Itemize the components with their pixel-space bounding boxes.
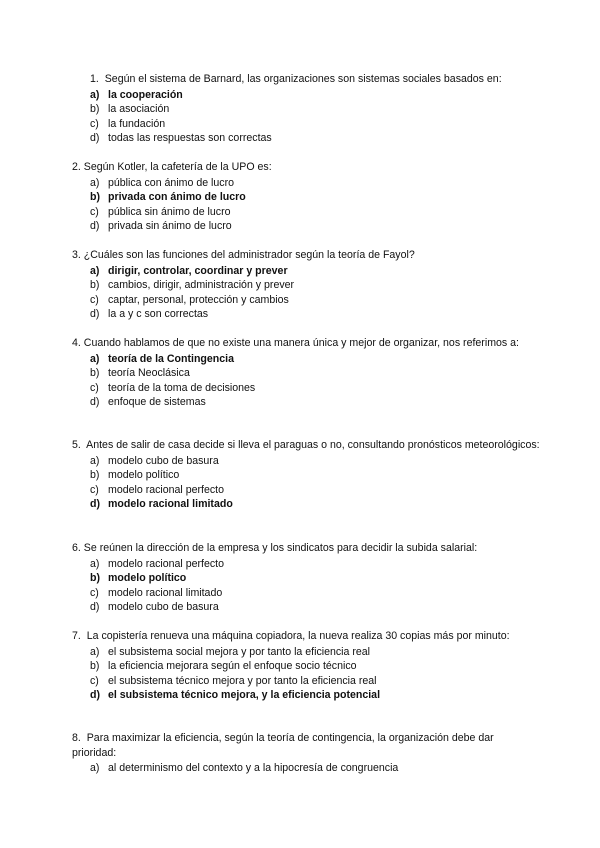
option-text: modelo político xyxy=(108,469,180,482)
option-b xyxy=(90,190,600,205)
option-text: privada con ánimo de lucro xyxy=(108,191,246,204)
options-list xyxy=(0,352,600,410)
option-a xyxy=(90,88,600,103)
option-text: al determinismo del contexto y a la hipocresía de congruencia xyxy=(108,762,399,775)
question-text: ¿Cuáles son las funciones del administrador según la teoría de Fayol? xyxy=(83,249,415,261)
question-number: 1. xyxy=(90,73,99,85)
option-text: dirigir, controlar, coordinar y prever xyxy=(108,264,288,277)
question-5 xyxy=(0,438,600,512)
question-number: 7. xyxy=(72,630,81,642)
options-list xyxy=(0,176,600,234)
options-list xyxy=(0,264,600,322)
option-text: enfoque de sistemas xyxy=(108,396,206,409)
option-letter: b) xyxy=(90,191,100,204)
question-7 xyxy=(0,629,600,703)
option-text: modelo racional limitado xyxy=(108,586,223,599)
option-text: pública con ánimo de lucro xyxy=(108,176,235,189)
question-number: 6. xyxy=(72,542,81,554)
option-letter: a) xyxy=(90,454,100,467)
option-text: teoría de la toma de decisiones xyxy=(108,381,256,394)
option-letter: c) xyxy=(90,293,99,306)
option-text: privada sin ánimo de lucro xyxy=(108,220,232,233)
option-letter: b) xyxy=(90,660,100,673)
question-stem xyxy=(0,438,600,453)
option-letter: d) xyxy=(90,396,100,409)
option-d xyxy=(90,688,600,703)
option-d xyxy=(90,131,600,146)
option-letter: a) xyxy=(90,264,100,277)
question-text: Para maximizar la eficiencia, según la teoría de contingencia, la organización debe dar prioridad: xyxy=(72,732,494,759)
option-letter: c) xyxy=(90,205,99,218)
question-number: 5. xyxy=(72,439,81,451)
option-letter: c) xyxy=(90,381,99,394)
option-c xyxy=(90,205,600,220)
option-a xyxy=(90,352,600,367)
question-number: 2. xyxy=(72,161,81,173)
question-stem xyxy=(0,541,600,556)
option-letter: c) xyxy=(90,674,99,687)
question-text: Cuando hablamos de que no existe una manera única y mejor de organizar, nos referimos a: xyxy=(83,337,519,349)
option-text: la cooperación xyxy=(108,88,183,101)
option-c xyxy=(90,483,600,498)
options-list xyxy=(0,88,600,146)
question-3 xyxy=(0,248,600,322)
option-letter: a) xyxy=(90,645,100,658)
option-text: teoría Neoclásica xyxy=(108,367,190,380)
option-letter: c) xyxy=(90,117,99,130)
question-2 xyxy=(0,160,600,234)
option-b xyxy=(90,659,600,674)
option-text: el subsistema técnico mejora, y la eficiencia potencial xyxy=(108,689,381,702)
option-b xyxy=(90,571,600,586)
question-number: 8. xyxy=(72,732,81,744)
option-d xyxy=(90,219,600,234)
option-letter: a) xyxy=(90,557,100,570)
option-text: la a y c son correctas xyxy=(108,308,209,321)
question-number: 4. xyxy=(72,337,81,349)
option-a xyxy=(90,557,600,572)
question-stem xyxy=(0,72,600,87)
option-c xyxy=(90,293,600,308)
question-number: 3. xyxy=(72,249,81,261)
option-letter: d) xyxy=(90,220,100,233)
option-letter: d) xyxy=(90,308,100,321)
option-d xyxy=(90,497,600,512)
option-b xyxy=(90,102,600,117)
option-letter: b) xyxy=(90,572,100,585)
option-b xyxy=(90,468,600,483)
option-c xyxy=(90,586,600,601)
option-letter: a) xyxy=(90,352,100,365)
options-list xyxy=(0,454,600,512)
option-letter: c) xyxy=(90,483,99,496)
option-text: pública sin ánimo de lucro xyxy=(108,205,231,218)
option-b xyxy=(90,366,600,381)
option-letter: a) xyxy=(90,762,100,775)
option-d xyxy=(90,307,600,322)
option-d xyxy=(90,395,600,410)
question-text: La copistería renueva una máquina copiadora, la nueva realiza 30 copias más por minuto: xyxy=(86,630,510,642)
option-letter: c) xyxy=(90,586,99,599)
options-list xyxy=(0,645,600,703)
option-text: el subsistema social mejora y por tanto la eficiencia real xyxy=(108,645,371,658)
option-text: todas las respuestas son correctas xyxy=(108,132,272,145)
question-4 xyxy=(0,336,600,410)
option-text: la eficiencia mejorara según el enfoque socio técnico xyxy=(108,660,357,673)
option-letter: b) xyxy=(90,367,100,380)
question-stem xyxy=(0,160,600,175)
option-text: captar, personal, protección y cambios xyxy=(108,293,289,306)
option-letter: d) xyxy=(90,689,100,702)
question-6 xyxy=(0,541,600,615)
option-letter: b) xyxy=(90,469,100,482)
question-stem xyxy=(0,731,600,760)
option-a xyxy=(90,264,600,279)
option-c xyxy=(90,381,600,396)
option-c xyxy=(90,117,600,132)
option-text: el subsistema técnico mejora y por tanto la eficiencia real xyxy=(108,674,377,687)
option-letter: a) xyxy=(90,176,100,189)
option-text: modelo cubo de basura xyxy=(108,601,219,614)
option-text: la asociación xyxy=(108,103,170,116)
option-letter: d) xyxy=(90,601,100,614)
option-c xyxy=(90,674,600,689)
question-text: Antes de salir de casa decide si lleva el paraguas o no, consultando pronósticos meteorológicos: xyxy=(86,439,540,451)
option-text: la fundación xyxy=(108,117,166,130)
option-letter: d) xyxy=(90,498,100,511)
option-text: modelo racional limitado xyxy=(108,498,233,511)
question-stem xyxy=(0,629,600,644)
options-list xyxy=(0,761,600,776)
option-text: modelo cubo de basura xyxy=(108,454,219,467)
option-text: modelo político xyxy=(108,572,187,585)
option-b xyxy=(90,278,600,293)
option-text: modelo racional perfecto xyxy=(108,557,225,570)
option-a xyxy=(90,645,600,660)
option-text: teoría de la Contingencia xyxy=(108,352,234,365)
question-text: Según Kotler, la cafetería de la UPO es: xyxy=(83,161,272,173)
question-8 xyxy=(0,731,600,776)
question-stem xyxy=(0,336,600,351)
option-a xyxy=(90,176,600,191)
option-letter: d) xyxy=(90,132,100,145)
option-d xyxy=(90,600,600,615)
option-letter: a) xyxy=(90,88,100,101)
question-1 xyxy=(0,72,600,146)
option-text: modelo racional perfecto xyxy=(108,483,225,496)
option-a xyxy=(90,454,600,469)
option-a xyxy=(90,761,600,776)
option-letter: b) xyxy=(90,103,100,116)
question-text: Se reúnen la dirección de la empresa y los sindicatos para decidir la subida salarial: xyxy=(83,542,478,554)
option-text: cambios, dirigir, administración y prever xyxy=(108,279,295,292)
options-list xyxy=(0,557,600,615)
question-stem xyxy=(0,248,600,263)
option-letter: b) xyxy=(90,279,100,292)
question-text: Según el sistema de Barnard, las organizaciones son sistemas sociales basados en: xyxy=(104,73,502,85)
